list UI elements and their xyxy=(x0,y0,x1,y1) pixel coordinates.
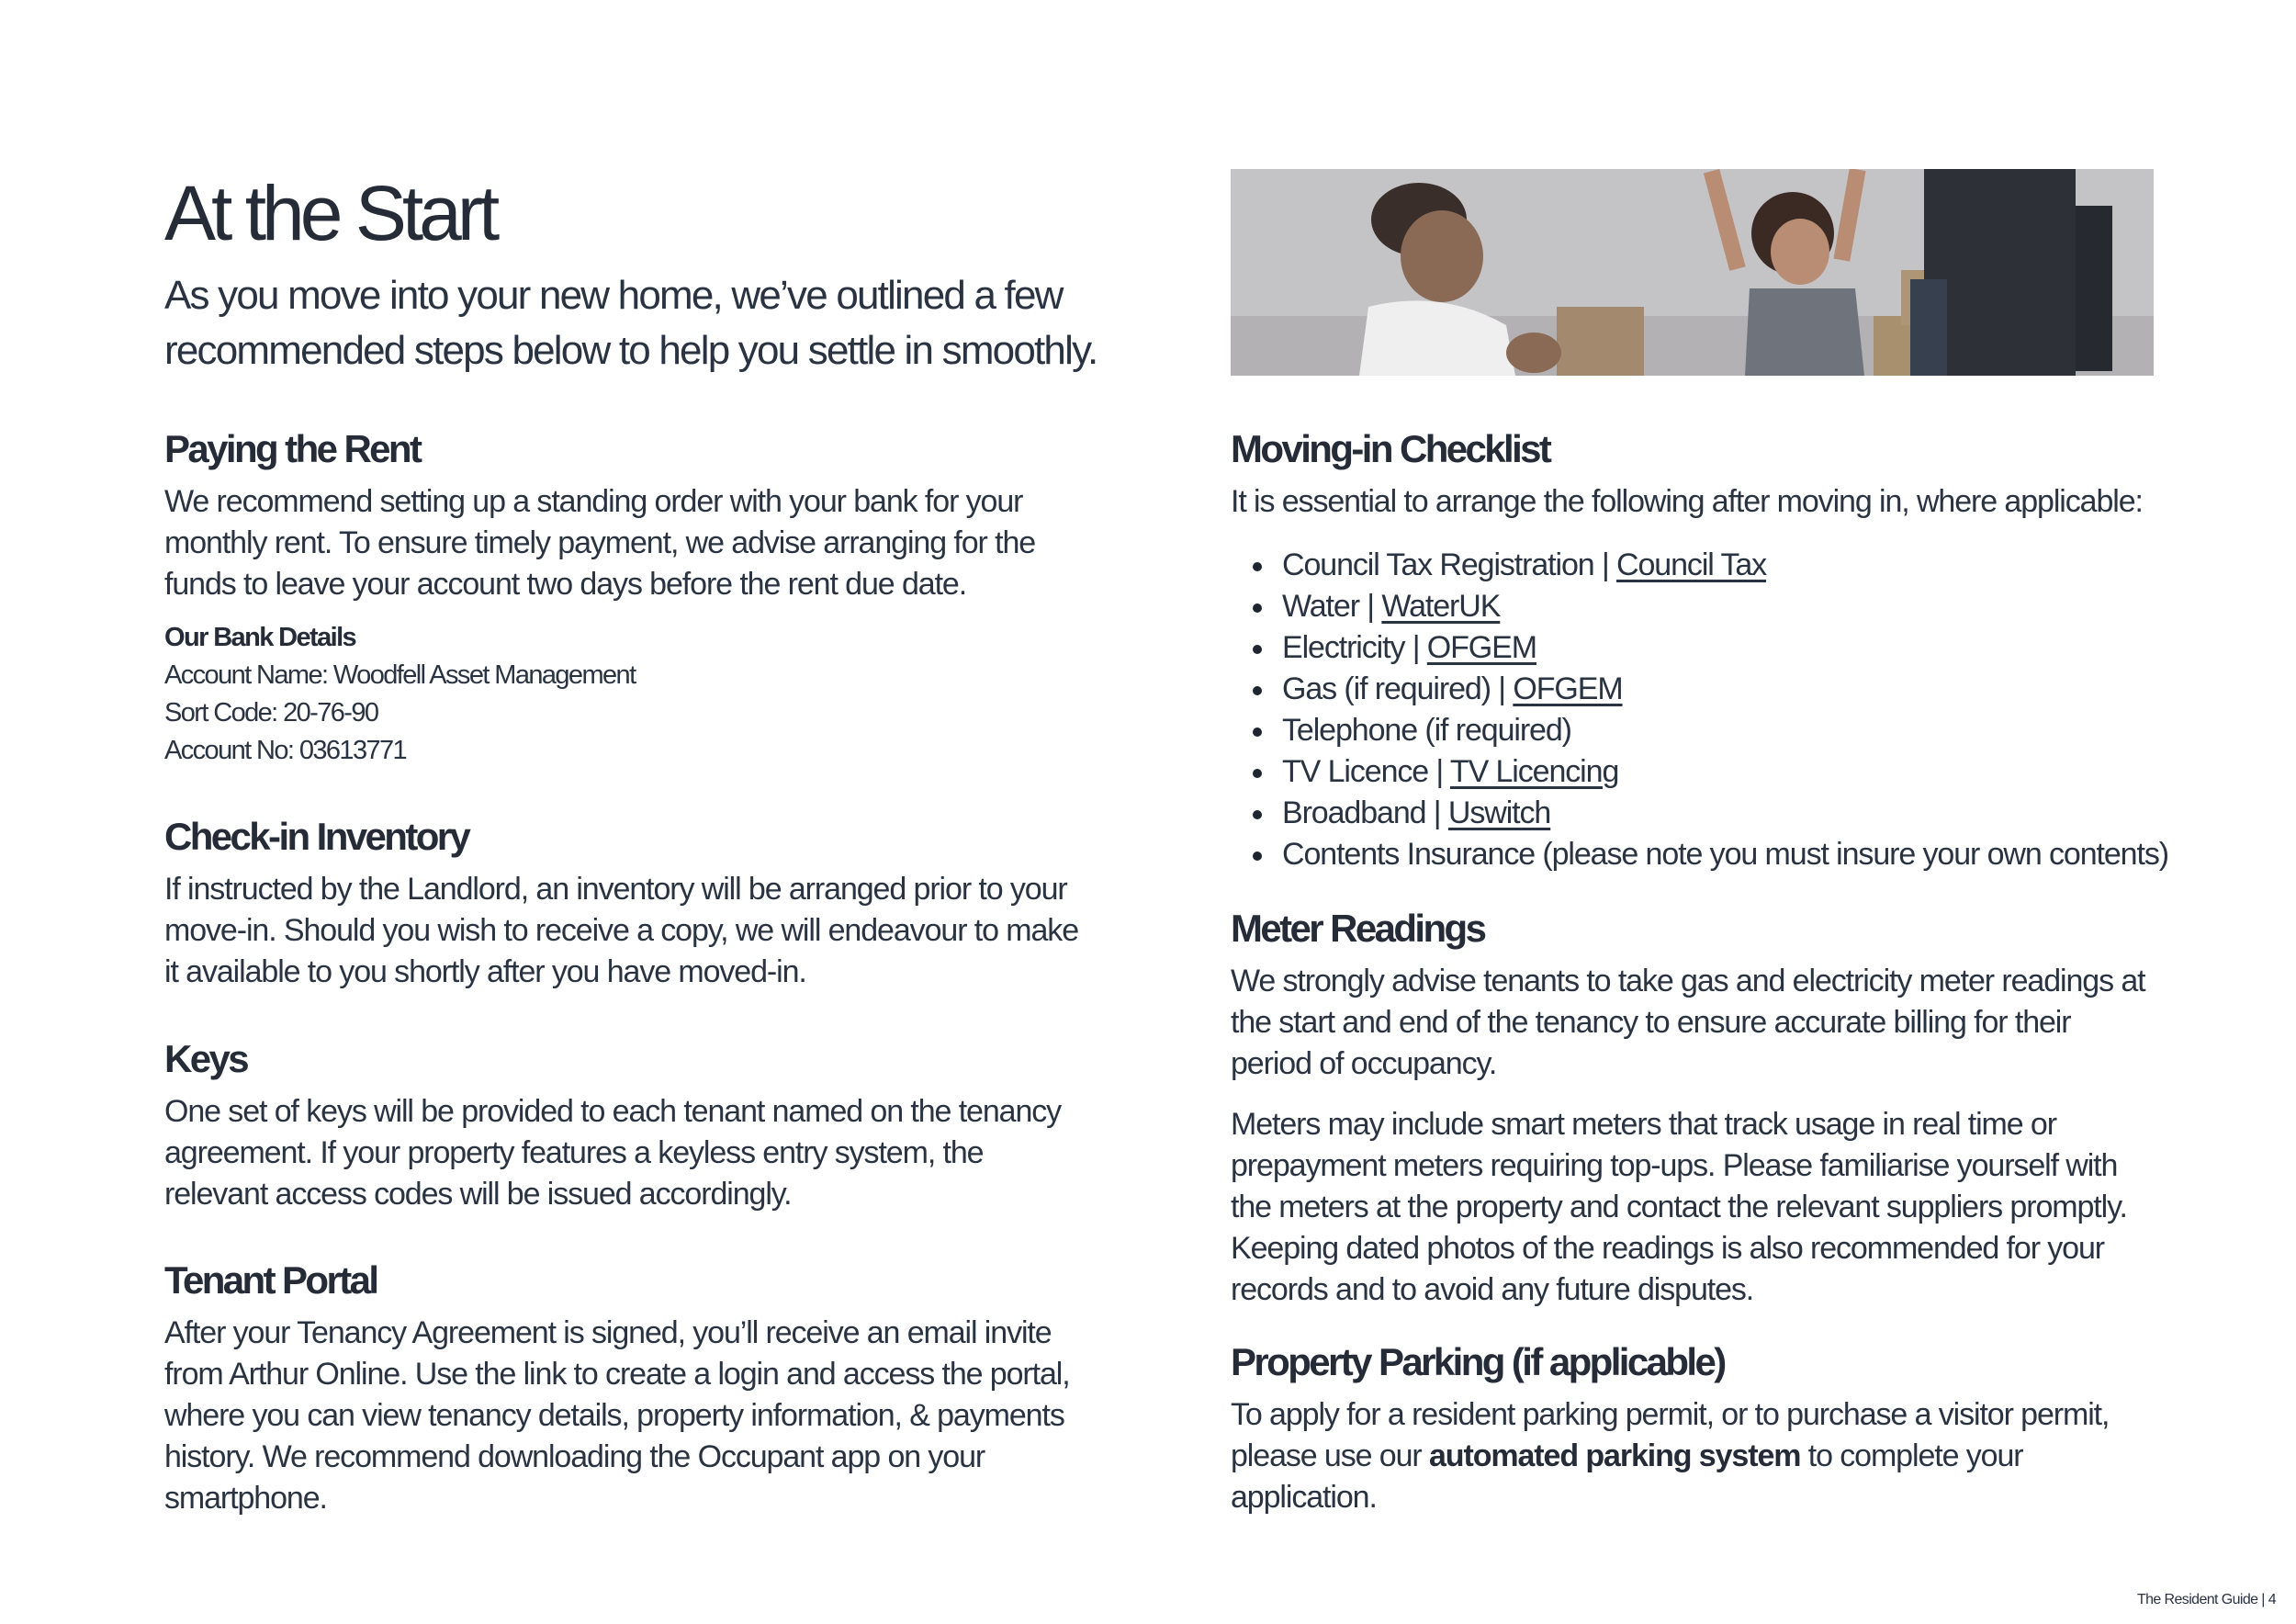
list-item: TV Licence | TV Licencing xyxy=(1231,751,2158,793)
family-moving-photo xyxy=(1231,169,2154,376)
parking-heading: Property Parking (if applicable) xyxy=(1231,1340,1725,1383)
account-number: Account No: 03613771 xyxy=(164,736,407,765)
tenant-portal-heading: Tenant Portal xyxy=(164,1258,377,1302)
paying-rent-heading: Paying the Rent xyxy=(164,427,421,470)
meter-readings-body-2: Meters may include smart meters that track usage in real time or prepayment meters requiring top-ups. Please familiarise yourself with the meters at the property and contact the relevant suppliers promptly. Keeping dated photos of the readings is also recommended for your records and to avoid any future disputes. xyxy=(1231,1107,2127,1307)
list-item: Contents Insurance (please note you must insure your own contents) xyxy=(1231,834,2158,875)
bullet-icon xyxy=(1253,810,1262,819)
page-title: At the Start xyxy=(164,170,496,256)
wateruk-link[interactable]: WaterUK xyxy=(1381,589,1501,624)
list-item: Electricity | OFGEM xyxy=(1231,627,2158,669)
list-item: Council Tax Registration | Council Tax xyxy=(1231,545,2158,586)
family-moving-illustration xyxy=(1231,169,2154,376)
checklist-intro: It is essential to arrange the following after moving in, where applicable: xyxy=(1231,484,2143,519)
tenant-portal-body: After your Tenancy Agreement is signed, you’ll receive an email invite from Arthur Online. Use the link to create a login and access the portal, where you can view tenancy details, property information, & payments history. We recommend downloading the Occupant app on your smartphone. xyxy=(164,1315,1070,1516)
checklist-heading: Moving-in Checklist xyxy=(1231,427,1550,470)
bullet-icon xyxy=(1253,603,1262,613)
bank-details-title: Our Bank Details xyxy=(164,623,356,652)
list-item: Telephone (if required) xyxy=(1231,710,2158,751)
bank-details xyxy=(164,619,636,770)
parking-system-link[interactable]: automated parking system xyxy=(1429,1438,1801,1473)
meter-readings-body-1: We strongly advise tenants to take gas and electricity meter readings at the start and end of the tenancy to ensure accurate billing for their period of occupancy. xyxy=(1231,964,2145,1081)
list-item: Water | WaterUK xyxy=(1231,586,2158,627)
meter-readings-heading: Meter Readings xyxy=(1231,907,1485,950)
checklist-list xyxy=(1231,545,2168,875)
page-footer: The Resident Guide | 4 xyxy=(2136,1592,2276,1607)
bullet-icon xyxy=(1253,645,1262,654)
bullet-icon xyxy=(1253,851,1262,861)
keys-heading: Keys xyxy=(164,1037,248,1080)
bullet-icon xyxy=(1253,727,1262,737)
inventory-heading: Check-in Inventory xyxy=(164,815,469,858)
keys-body: One set of keys will be provided to each tenant named on the tenancy agreement. If your property features a keyless entry system, the relevant access codes will be issued accordingly. xyxy=(164,1094,1062,1212)
bullet-icon xyxy=(1253,769,1262,778)
tv-licencing-link[interactable]: TV Licencing xyxy=(1449,754,1619,789)
page-subtitle: As you move into your new home, we’ve outlined a few recommended steps below to help you settle in smoothly. xyxy=(164,273,1097,373)
inventory-body: If instructed by the Landlord, an inventory will be arranged prior to your move-in. Should you wish to receive a copy, we will endeavour to make it available to you shortly after you have moved-in. xyxy=(164,872,1079,989)
ofgem-electricity-link[interactable]: OFGEM xyxy=(1426,630,1536,665)
account-name: Account Name: Woodfell Asset Management xyxy=(164,660,636,690)
list-item: Gas (if required) | OFGEM xyxy=(1231,669,2158,710)
uswitch-link[interactable]: Uswitch xyxy=(1447,795,1551,830)
sort-code: Sort Code: 20-76-90 xyxy=(164,698,378,727)
council-tax-link[interactable]: Council Tax xyxy=(1616,547,1767,582)
parking-body: To apply for a resident parking permit, or to purchase a visitor permit, please use our automated parking system to complete your application. xyxy=(1231,1397,2110,1515)
bullet-icon xyxy=(1253,562,1262,571)
list-item: Broadband | Uswitch xyxy=(1231,793,2158,834)
bullet-icon xyxy=(1253,686,1262,695)
ofgem-gas-link[interactable]: OFGEM xyxy=(1513,671,1623,706)
paying-rent-body: We recommend setting up a standing order with your bank for your monthly rent. To ensure timely payment, we advise arranging for the funds to leave your account two days before the rent due date. xyxy=(164,484,1036,602)
